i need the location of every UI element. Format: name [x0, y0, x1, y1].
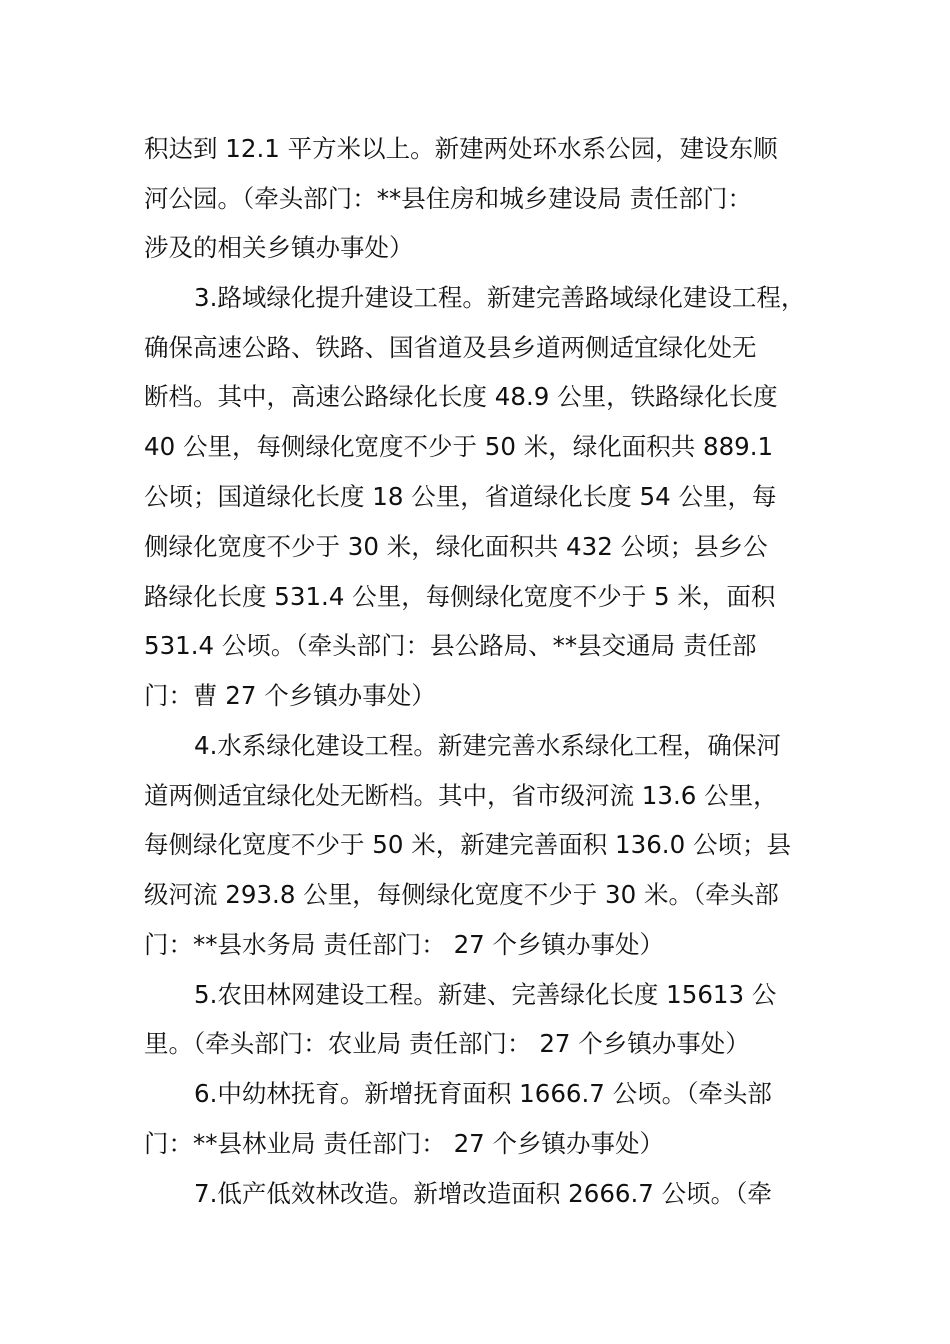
- text-line: 3.路域绿化提升建设工程。新建完善路域绿化建设工程，: [194, 283, 806, 312]
- text-line: 门：曹 27 个乡镇办事处）: [144, 681, 436, 710]
- text-line: 公顷；国道绿化长度 18 公里，省道绿化长度 54 公里，每: [144, 482, 777, 511]
- text-line: 道两侧适宜绿化处无断档。其中，省市级河流 13.6 公里，: [144, 781, 778, 810]
- text-line: 门：**县水务局 责任部门： 27 个乡镇办事处）: [144, 930, 665, 959]
- text-line: 门：**县林业局 责任部门： 27 个乡镇办事处）: [144, 1129, 665, 1158]
- text-line: 侧绿化宽度不少于 30 米，绿化面积共 432 公顷；县乡公: [144, 532, 768, 561]
- text-line: 6.中幼林抚育。新增抚育面积 1666.7 公顷。（牵头部: [194, 1079, 772, 1108]
- text-line: 断档。其中，高速公路绿化长度 48.9 公里，铁路绿化长度: [144, 382, 778, 411]
- text-line: 路绿化长度 531.4 公里，每侧绿化宽度不少于 5 米，面积: [144, 582, 776, 611]
- text-line: 里。（牵头部门：农业局 责任部门： 27 个乡镇办事处）: [144, 1029, 750, 1058]
- text-line: 531.4 公顷。（牵头部门：县公路局、**县交通局 责任部: [144, 631, 757, 660]
- text-line: 确保高速公路、铁路、国省道及县乡道两侧适宜绿化处无: [144, 333, 757, 362]
- text-line: 5.农田林网建设工程。新建、完善绿化长度 15613 公: [194, 980, 777, 1009]
- text-line: 积达到 12.1 平方米以上。新建两处环水系公园，建设东顺: [144, 134, 778, 163]
- text-line: 每侧绿化宽度不少于 50 米，新建完善面积 136.0 公顷；县: [144, 830, 791, 859]
- text-line: 40 公里，每侧绿化宽度不少于 50 米，绿化面积共 889.1: [144, 432, 774, 461]
- text-line: 4.水系绿化建设工程。新建完善水系绿化工程，确保河: [194, 731, 781, 760]
- text-line: 7.低产低效林改造。新增改造面积 2666.7 公顷。（牵: [194, 1179, 772, 1208]
- text-line: 河公园。（牵头部门：**县住房和城乡建设局 责任部门：: [144, 184, 753, 213]
- text-line: 级河流 293.8 公里，每侧绿化宽度不少于 30 米。（牵头部: [144, 880, 779, 909]
- text-line: 涉及的相关乡镇办事处）: [144, 233, 414, 262]
